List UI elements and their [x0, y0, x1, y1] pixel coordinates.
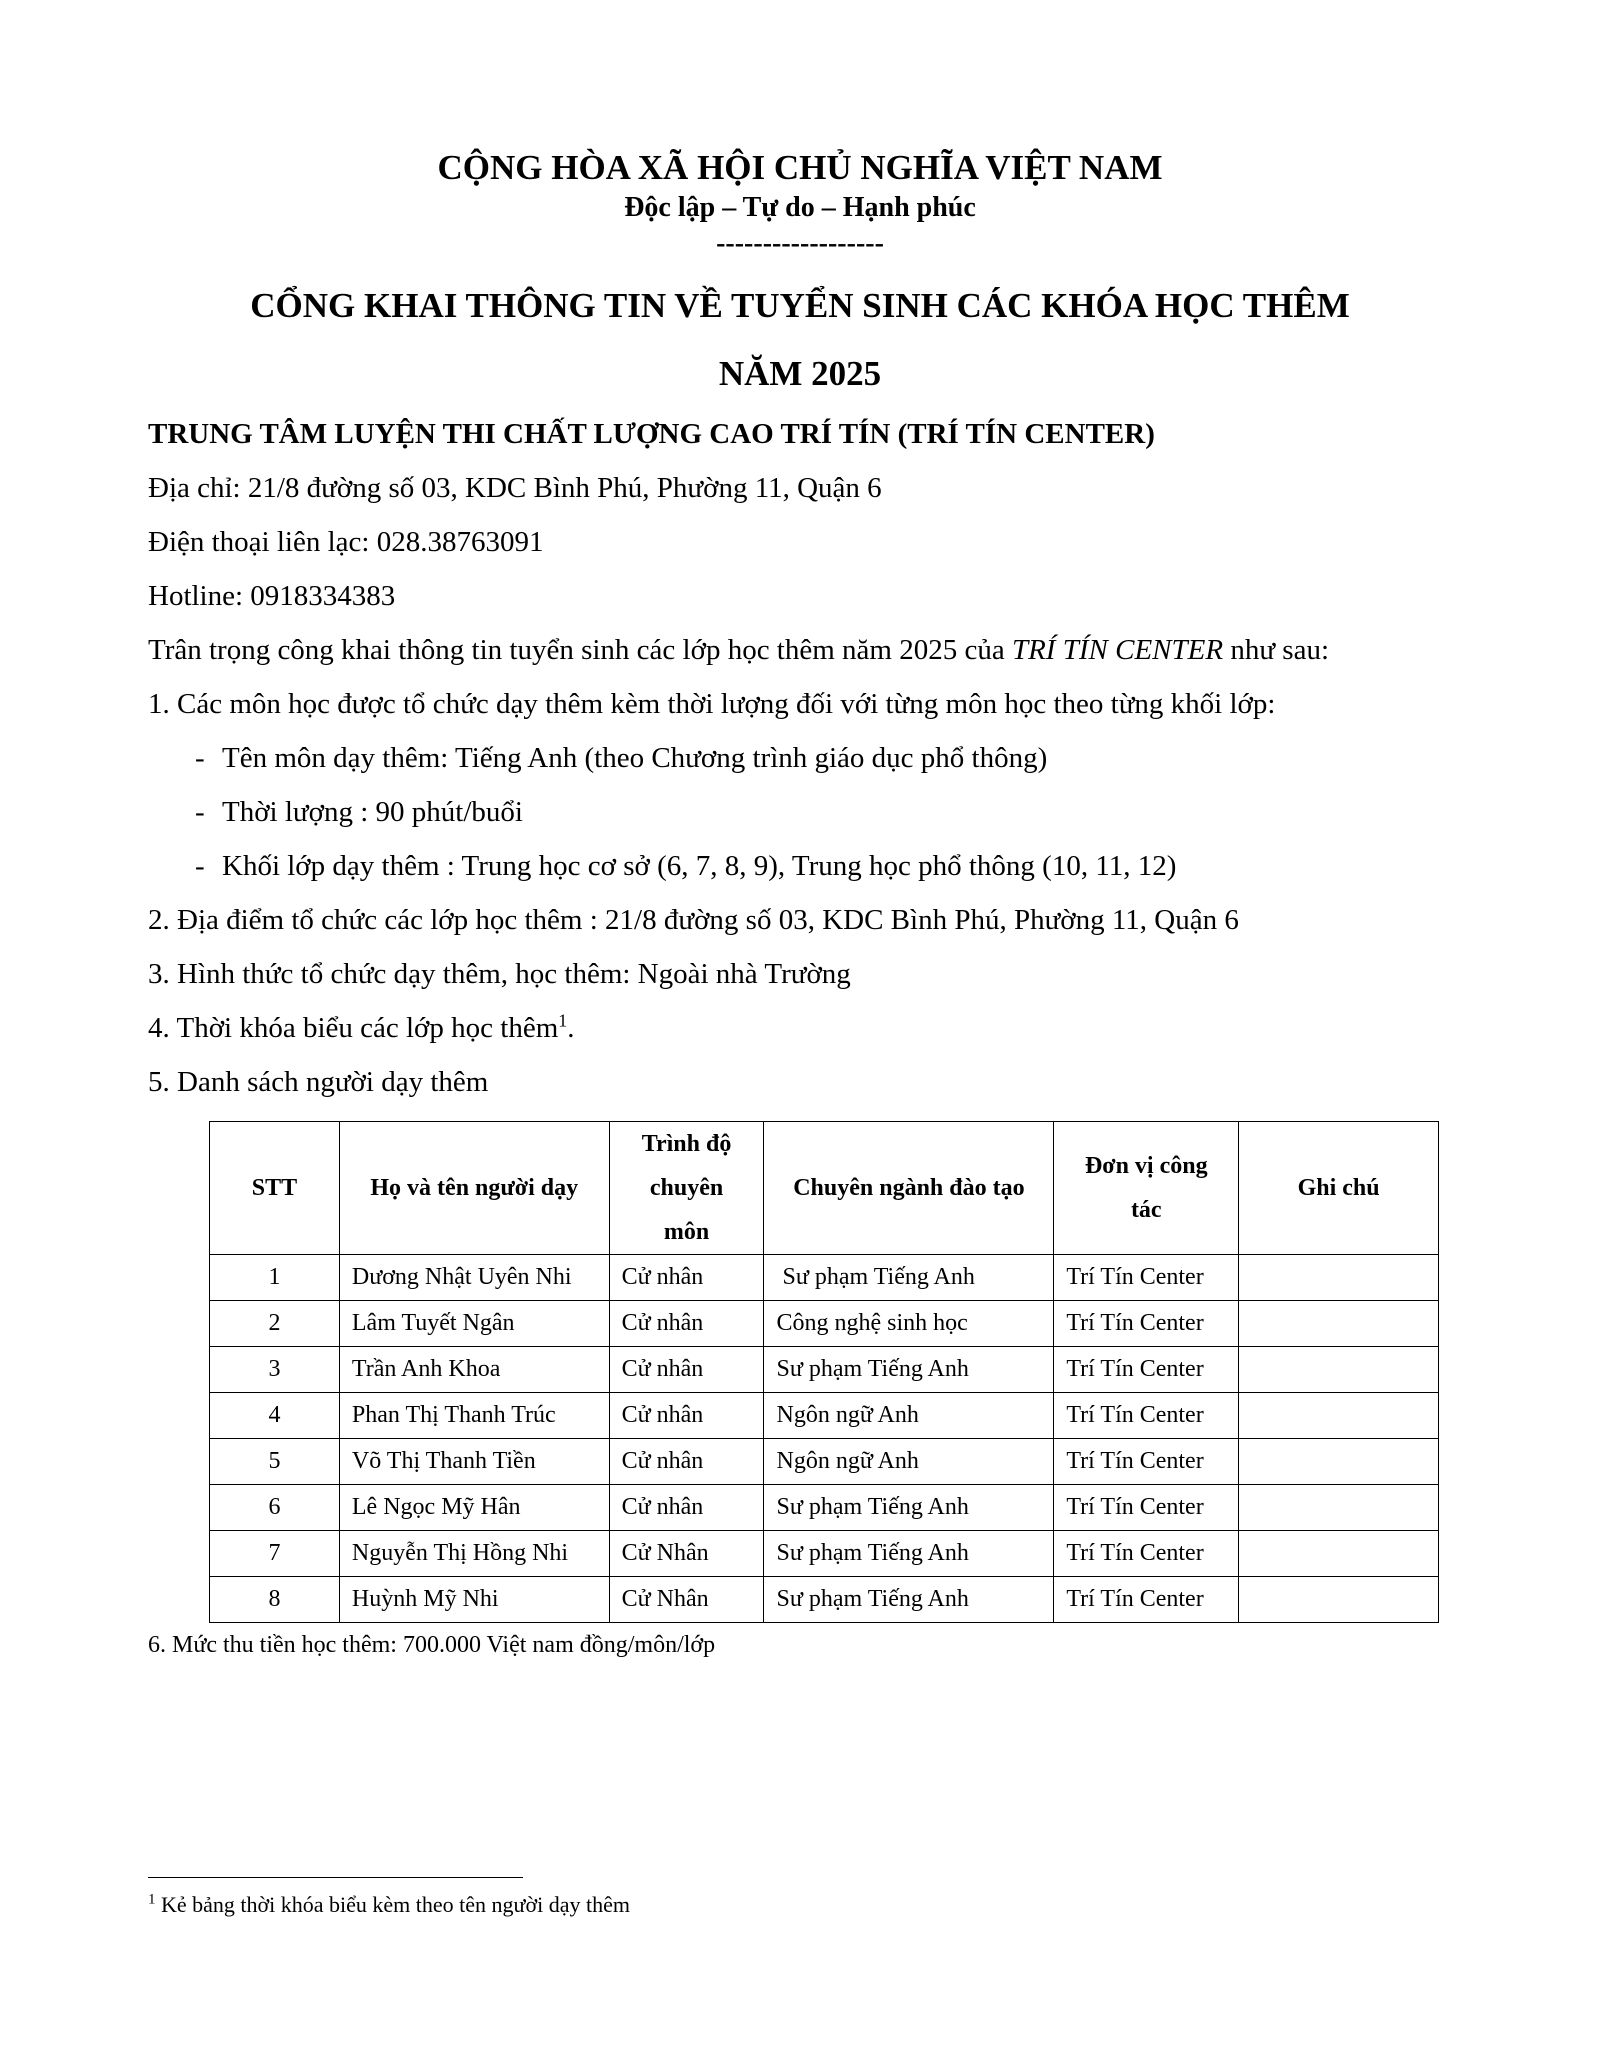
cell-unit: Trí Tín Center: [1054, 1301, 1239, 1347]
bullet-text: Thời lượng : 90 phút/buổi: [222, 796, 523, 828]
section-4: [148, 1012, 575, 1045]
cell-unit: Trí Tín Center: [1054, 1393, 1239, 1439]
cell-level: Cử nhân: [609, 1439, 764, 1485]
cell-note: [1239, 1577, 1439, 1623]
header-unit: [1054, 1122, 1239, 1255]
document-title: CỔNG KHAI THÔNG TIN VỀ TUYỂN SINH CÁC KHÓA HỌC THÊM: [250, 286, 1350, 325]
cell-name: Trần Anh Khoa: [339, 1347, 609, 1393]
cell-level: Cử nhân: [609, 1347, 764, 1393]
table-row: [210, 1439, 1439, 1485]
cell-name: Võ Thị Thanh Tiền: [339, 1439, 609, 1485]
cell-name: Phan Thị Thanh Trúc: [339, 1393, 609, 1439]
cell-note: [1239, 1393, 1439, 1439]
cell-note: [1239, 1347, 1439, 1393]
cell-stt: 4: [210, 1393, 340, 1439]
bullet-text: Khối lớp dạy thêm : Trung học cơ sở (6, 7, 8, 9), Trung học phổ thông (10, 11, 12): [222, 850, 1177, 882]
cell-name: Nguyễn Thị Hồng Nhi: [339, 1531, 609, 1577]
cell-major: Ngôn ngữ Anh: [764, 1439, 1054, 1485]
section-5: 5. Danh sách người dạy thêm: [148, 1066, 489, 1098]
header-stt: STT: [210, 1122, 340, 1255]
header-unit-line: tác: [1130, 1197, 1162, 1223]
table-row: [210, 1393, 1439, 1439]
table-row: [210, 1347, 1439, 1393]
cell-note: [1239, 1255, 1439, 1301]
footnote: [148, 1892, 630, 1918]
section-6-fee: 6. Mức thu tiền học thêm: 700.000 Việt nam đồng/môn/lớp: [148, 1632, 716, 1658]
country-heading: CỘNG HÒA XÃ HỘI CHỦ NGHĨA VIỆT NAM: [437, 148, 1163, 187]
separator-line: ------------------: [716, 228, 884, 259]
footnote-number: 1: [148, 1891, 156, 1908]
bullet-dash: -: [195, 796, 205, 828]
cell-stt: 5: [210, 1439, 340, 1485]
bullet-text: Tên môn dạy thêm: Tiếng Anh (theo Chương trình giáo dục phổ thông): [222, 742, 1048, 774]
cell-major: Ngôn ngữ Anh: [764, 1393, 1054, 1439]
header-note: Ghi chú: [1239, 1122, 1439, 1255]
cell-major: Công nghệ sinh học: [764, 1301, 1054, 1347]
cell-unit: Trí Tín Center: [1054, 1577, 1239, 1623]
footnote-ref: 1: [558, 1010, 568, 1031]
cell-level: Cử nhân: [609, 1301, 764, 1347]
cell-major: Sư phạm Tiếng Anh: [764, 1255, 1054, 1301]
cell-note: [1239, 1301, 1439, 1347]
cell-unit: Trí Tín Center: [1054, 1255, 1239, 1301]
cell-name: Huỳnh Mỹ Nhi: [339, 1577, 609, 1623]
intro-paragraph: [148, 634, 1329, 667]
table-header-row: [210, 1122, 1439, 1255]
cell-level: Cử nhân: [609, 1485, 764, 1531]
header-level-line: chuyên: [649, 1175, 724, 1201]
cell-level: Cử Nhân: [609, 1531, 764, 1577]
motto: Độc lập – Tự do – Hạnh phúc: [624, 192, 976, 223]
center-hotline: Hotline: 0918334383: [148, 580, 396, 612]
table-row: [210, 1485, 1439, 1531]
cell-unit: Trí Tín Center: [1054, 1531, 1239, 1577]
cell-level: Cử Nhân: [609, 1577, 764, 1623]
footnote-divider: [148, 1877, 523, 1878]
table-row: [210, 1531, 1439, 1577]
intro-center-name: TRÍ TÍN CENTER: [1011, 634, 1224, 666]
bullet-dash: -: [195, 742, 205, 774]
header-major: Chuyên ngành đào tạo: [764, 1122, 1054, 1255]
cell-major: Sư phạm Tiếng Anh: [764, 1347, 1054, 1393]
cell-unit: Trí Tín Center: [1054, 1439, 1239, 1485]
header-name: Họ và tên người dạy: [339, 1122, 609, 1255]
center-phone: Điện thoại liên lạc: 028.38763091: [148, 526, 544, 558]
cell-note: [1239, 1485, 1439, 1531]
intro-text: Trân trọng công khai thông tin tuyển sinh các lớp học thêm năm 2025 của: [148, 634, 1012, 666]
cell-stt: 6: [210, 1485, 340, 1531]
section-1-heading: 1. Các môn học được tổ chức dạy thêm kèm thời lượng đối với từng môn học theo từng khối lớp:: [148, 688, 1276, 720]
table-row: [210, 1255, 1439, 1301]
cell-name: Lê Ngọc Mỹ Hân: [339, 1485, 609, 1531]
cell-unit: Trí Tín Center: [1054, 1485, 1239, 1531]
cell-major: Sư phạm Tiếng Anh: [764, 1531, 1054, 1577]
cell-stt: 1: [210, 1255, 340, 1301]
cell-major: Sư phạm Tiếng Anh: [764, 1485, 1054, 1531]
section-3: 3. Hình thức tổ chức dạy thêm, học thêm: Ngoài nhà Trường: [148, 958, 851, 990]
section-2: 2. Địa điểm tổ chức các lớp học thêm : 21/8 đường số 03, KDC Bình Phú, Phường 11, Quận 6: [148, 904, 1239, 936]
section-4-end: .: [567, 1012, 575, 1044]
cell-major: Sư phạm Tiếng Anh: [764, 1577, 1054, 1623]
table-row: [210, 1577, 1439, 1623]
table-row: [210, 1301, 1439, 1347]
cell-stt: 3: [210, 1347, 340, 1393]
header-unit-line: Đơn vị công: [1084, 1153, 1208, 1179]
section-4-text: 4. Thời khóa biểu các lớp học thêm: [148, 1012, 559, 1044]
intro-text-end: như sau:: [1223, 634, 1329, 666]
header-level: [609, 1122, 764, 1255]
cell-level: Cử nhân: [609, 1393, 764, 1439]
teacher-table: [209, 1121, 1439, 1623]
cell-name: Dương Nhật Uyên Nhi: [339, 1255, 609, 1301]
cell-name: Lâm Tuyết Ngân: [339, 1301, 609, 1347]
footnote-text: Kẻ bảng thời khóa biểu kèm theo tên người dạy thêm: [155, 1892, 630, 1917]
cell-note: [1239, 1531, 1439, 1577]
cell-note: [1239, 1439, 1439, 1485]
bullet-dash: -: [195, 850, 205, 882]
center-name: TRUNG TÂM LUYỆN THI CHẤT LƯỢNG CAO TRÍ TÍN (TRÍ TÍN CENTER): [148, 418, 1155, 450]
cell-level: Cử nhân: [609, 1255, 764, 1301]
header-level-line: môn: [663, 1219, 710, 1245]
cell-stt: 8: [210, 1577, 340, 1623]
cell-stt: 2: [210, 1301, 340, 1347]
center-address: Địa chỉ: 21/8 đường số 03, KDC Bình Phú, Phường 11, Quận 6: [148, 472, 882, 504]
header-level-line: Trình độ: [641, 1131, 732, 1157]
cell-unit: Trí Tín Center: [1054, 1347, 1239, 1393]
cell-stt: 7: [210, 1531, 340, 1577]
document-title-year: NĂM 2025: [718, 354, 882, 393]
